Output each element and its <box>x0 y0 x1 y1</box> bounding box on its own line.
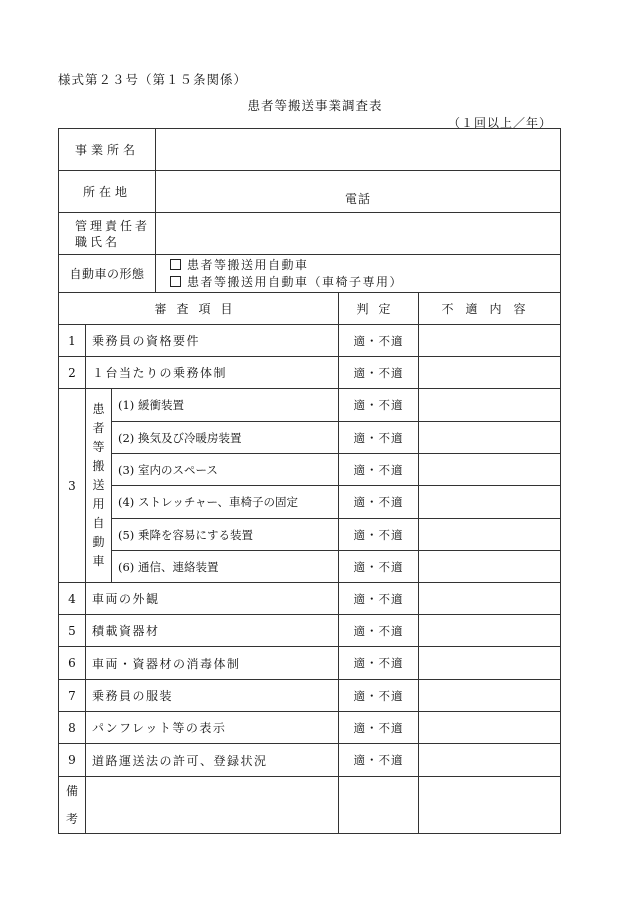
location-label: 所在地 <box>59 171 156 213</box>
vehicle-type-label: 自動車の形態 <box>59 255 156 293</box>
nonconformity-cell[interactable] <box>419 454 561 486</box>
subitem-label: (6) 通信、連絡装置 <box>112 551 339 583</box>
judgement-cell[interactable]: 適・不適 <box>339 325 419 357</box>
group-vertical-label: 患者等搬送用自動車 <box>86 389 112 583</box>
nonconformity-cell[interactable] <box>419 744 561 777</box>
judgement-cell[interactable]: 適・不適 <box>339 486 419 519</box>
item-label: 乗務員の服装 <box>86 680 339 712</box>
form-number: 様式第２３号（第１５条関係） <box>58 72 248 87</box>
item-label: 乗務員の資格要件 <box>86 325 339 357</box>
checkbox-icon[interactable] <box>170 276 181 287</box>
table-row <box>59 680 561 712</box>
location-field[interactable] <box>156 171 561 213</box>
table-row <box>59 647 561 680</box>
nonconformity-cell[interactable] <box>419 486 561 519</box>
nonconformity-cell[interactable] <box>419 712 561 744</box>
judgement-cell[interactable]: 適・不適 <box>339 519 419 551</box>
judgement-cell[interactable]: 適・不適 <box>339 615 419 647</box>
office-name-row <box>59 129 561 171</box>
nonconformity-cell[interactable] <box>419 551 561 583</box>
subitem-label: (4) ストレッチャー、車椅子の固定 <box>112 486 339 519</box>
nonconformity-cell[interactable] <box>419 519 561 551</box>
judgement-cell[interactable]: 適・不適 <box>339 712 419 744</box>
judgement-cell[interactable]: 適・不適 <box>339 551 419 583</box>
item-number: 2 <box>59 357 86 389</box>
nonconformity-cell[interactable] <box>419 647 561 680</box>
column-header-row <box>59 293 561 325</box>
table-row <box>59 357 561 389</box>
table-row <box>59 551 561 583</box>
item-number: 6 <box>59 647 86 680</box>
table-row <box>59 454 561 486</box>
manager-label-line1: 管理責任者 <box>75 218 151 233</box>
checkbox-icon[interactable] <box>170 259 181 270</box>
item-number: 7 <box>59 680 86 712</box>
judgement-cell[interactable]: 適・不適 <box>339 680 419 712</box>
column-header-nonconformity: 不適内容 <box>419 293 561 325</box>
judgement-cell[interactable]: 適・不適 <box>339 357 419 389</box>
item-label: 車両の外観 <box>86 583 339 615</box>
office-name-field[interactable] <box>156 129 561 171</box>
vehicle-option-2[interactable]: 患者等搬送用自動車（車椅子専用） <box>170 274 560 291</box>
survey-table <box>58 128 561 834</box>
remarks-judgement-cell[interactable] <box>339 777 419 834</box>
item-label: １台当たりの乗務体制 <box>86 357 339 389</box>
item-label: 積載資器材 <box>86 615 339 647</box>
document-title: 患者等搬送事業調査表 <box>247 98 383 113</box>
judgement-cell[interactable]: 適・不適 <box>339 583 419 615</box>
remarks-row <box>59 777 561 834</box>
table-row <box>59 615 561 647</box>
table-row <box>59 389 561 422</box>
item-number: 3 <box>59 389 86 583</box>
item-number: 4 <box>59 583 86 615</box>
item-label: パンフレット等の表示 <box>86 712 339 744</box>
table-row <box>59 325 561 357</box>
item-label: 道路運送法の許可、登録状況 <box>86 744 339 777</box>
item-number: 9 <box>59 744 86 777</box>
manager-label-line2: 職氏名 <box>75 234 121 249</box>
table-row <box>59 712 561 744</box>
office-name-label: 事業所名 <box>59 129 156 171</box>
frequency-note: （１回以上／年） <box>447 116 552 130</box>
manager-field[interactable] <box>156 213 561 255</box>
table-row <box>59 519 561 551</box>
subitem-label: (3) 室内のスペース <box>112 454 339 486</box>
column-header-review: 審査項目 <box>59 293 339 325</box>
manager-label <box>59 213 156 255</box>
remarks-nonconformity-cell[interactable] <box>419 777 561 834</box>
item-label: 車両・資器材の消毒体制 <box>86 647 339 680</box>
table-row <box>59 486 561 519</box>
location-row <box>59 171 561 213</box>
judgement-cell[interactable]: 適・不適 <box>339 647 419 680</box>
nonconformity-cell[interactable] <box>419 615 561 647</box>
judgement-cell[interactable]: 適・不適 <box>339 422 419 454</box>
judgement-cell[interactable]: 適・不適 <box>339 454 419 486</box>
remarks-field[interactable] <box>86 777 339 834</box>
nonconformity-cell[interactable] <box>419 680 561 712</box>
vehicle-option-1[interactable]: 患者等搬送用自動車 <box>170 257 560 274</box>
table-row <box>59 744 561 777</box>
phone-label: 電話 <box>345 192 372 206</box>
column-header-judgement: 判定 <box>339 293 419 325</box>
item-number: 1 <box>59 325 86 357</box>
subitem-label: (1) 緩衝装置 <box>112 389 339 422</box>
item-number: 5 <box>59 615 86 647</box>
nonconformity-cell[interactable] <box>419 389 561 422</box>
nonconformity-cell[interactable] <box>419 583 561 615</box>
subitem-label: (2) 換気及び冷暖房装置 <box>112 422 339 454</box>
vehicle-type-row <box>59 255 561 293</box>
subitem-label: (5) 乗降を容易にする装置 <box>112 519 339 551</box>
nonconformity-cell[interactable] <box>419 325 561 357</box>
table-row <box>59 422 561 454</box>
judgement-cell[interactable]: 適・不適 <box>339 389 419 422</box>
item-number: 8 <box>59 712 86 744</box>
table-row <box>59 583 561 615</box>
judgement-cell[interactable]: 適・不適 <box>339 744 419 777</box>
nonconformity-cell[interactable] <box>419 357 561 389</box>
manager-row <box>59 213 561 255</box>
nonconformity-cell[interactable] <box>419 422 561 454</box>
remarks-label: 備考 <box>59 777 86 834</box>
vehicle-type-options <box>156 255 561 293</box>
